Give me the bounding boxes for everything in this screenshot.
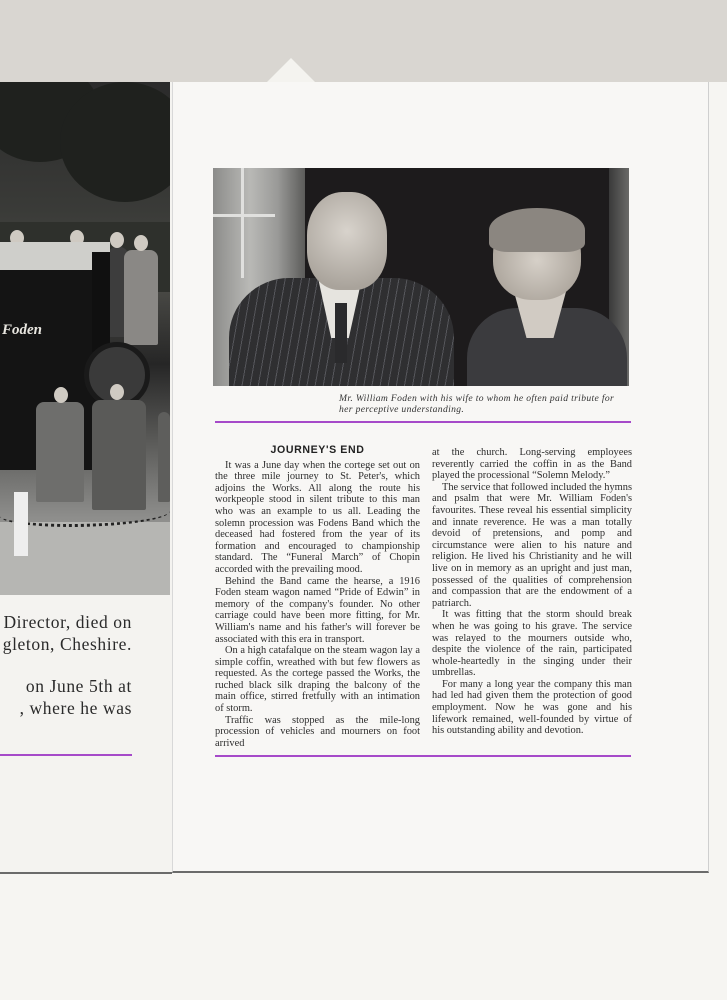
foden-logo: Foden — [2, 322, 43, 338]
article-paragraph: The service that followed included the hymns and psalm that were Mr. William Foden's favourites. These reveal his essential simplicity and innate reverence. He was a man totally devoid of pretensions, and pomp and circumstance were alien to his nature and religion. He lived his Christianity and he will live on in memory as an upright and just man, possessed of the qualities of comprehension and compassion that are the endowment of a patriarch. — [432, 481, 632, 609]
left-text-line: gleton, Cheshire. — [2, 634, 132, 654]
article-paragraph: For many a long year the company this man had led had given them the protection of good employment. Now he was gone and his lifework remained, well-founded by virtue of his outstanding ability and devotion. — [432, 678, 632, 737]
caption-divider-rule — [215, 421, 631, 423]
photo-person — [124, 250, 158, 345]
photo-woman-hair — [489, 208, 585, 252]
photo-caption: Mr. William Foden with his wife to whom he often paid tribute for her perceptive understanding. — [339, 393, 615, 415]
photo-person — [36, 402, 84, 502]
scanner-backdrop — [0, 0, 727, 82]
article-paragraph: It was a June day when the cortege set out on the three mile journey to St. Peter's, which adjoins the Works. All along the route his workpeople stood in silent tribute to this man who was an example to us all. Leading the solemn procession was Fodens Band which the deceased had fostered from the year of its formation and encouraged to championship standard. The “Funeral March” of Chopin accorded with the prevailing mood. — [215, 459, 420, 575]
article-paragraph: Traffic was stopped as the mile-long procession of vehicles and mourners on foot arrived — [215, 714, 420, 749]
photo-person — [54, 387, 68, 403]
article-paragraph: Behind the Band came the hearse, a 1916 Foden steam wagon named “Pride of Edwin” in memory of the company's founder. No other carriage could have been more fitting, for Mr. William's name and his father's will forever be associated with this era in transport. — [215, 575, 420, 645]
article-paragraph: It was fitting that the storm should break when he was going to his grave. The service was relayed to the mourners outside who, despite the violence of the rain, participated whole-heartedly in the singing under their umbrellas. — [432, 609, 632, 679]
article-column-2 — [432, 447, 632, 737]
photo-person — [134, 235, 148, 251]
photo-window-pane — [241, 168, 244, 278]
left-text-line: on June 5th at — [25, 676, 132, 696]
article-bottom-rule — [215, 755, 631, 757]
photo-chimney — [92, 252, 110, 352]
photo-william-foden-and-wife — [213, 168, 629, 386]
left-divider-rule — [0, 754, 132, 756]
photo-window-pane — [213, 214, 275, 217]
left-text-line: Director, died on — [3, 612, 132, 632]
page-tab-notch — [266, 58, 316, 83]
photo-person — [110, 232, 124, 248]
photo-man-tie — [335, 303, 347, 363]
photo-post — [14, 492, 28, 556]
photo-man-head — [307, 192, 387, 290]
photo-person — [110, 384, 124, 400]
photo-person — [92, 400, 146, 510]
photo-person — [158, 412, 170, 502]
article-paragraph-continued: at the church. Long-serving employees reverently carried the coffin in as the Band played the processional “Solemn Melody.” — [432, 447, 632, 482]
article-column-1 — [215, 445, 420, 749]
left-photo-steam-wagon — [0, 82, 170, 595]
left-text-line: , where he was — [19, 698, 132, 718]
article-paragraph: On a high catafalque on the steam wagon lay a simple coffin, wreathed with but few flowers as requested. As the cortege passed the Works, the ruched black silk draping the balcony of the main office, stirred fretfully with an intimation of storm. — [215, 645, 420, 715]
article-heading: JOURNEY'S END — [270, 444, 365, 456]
